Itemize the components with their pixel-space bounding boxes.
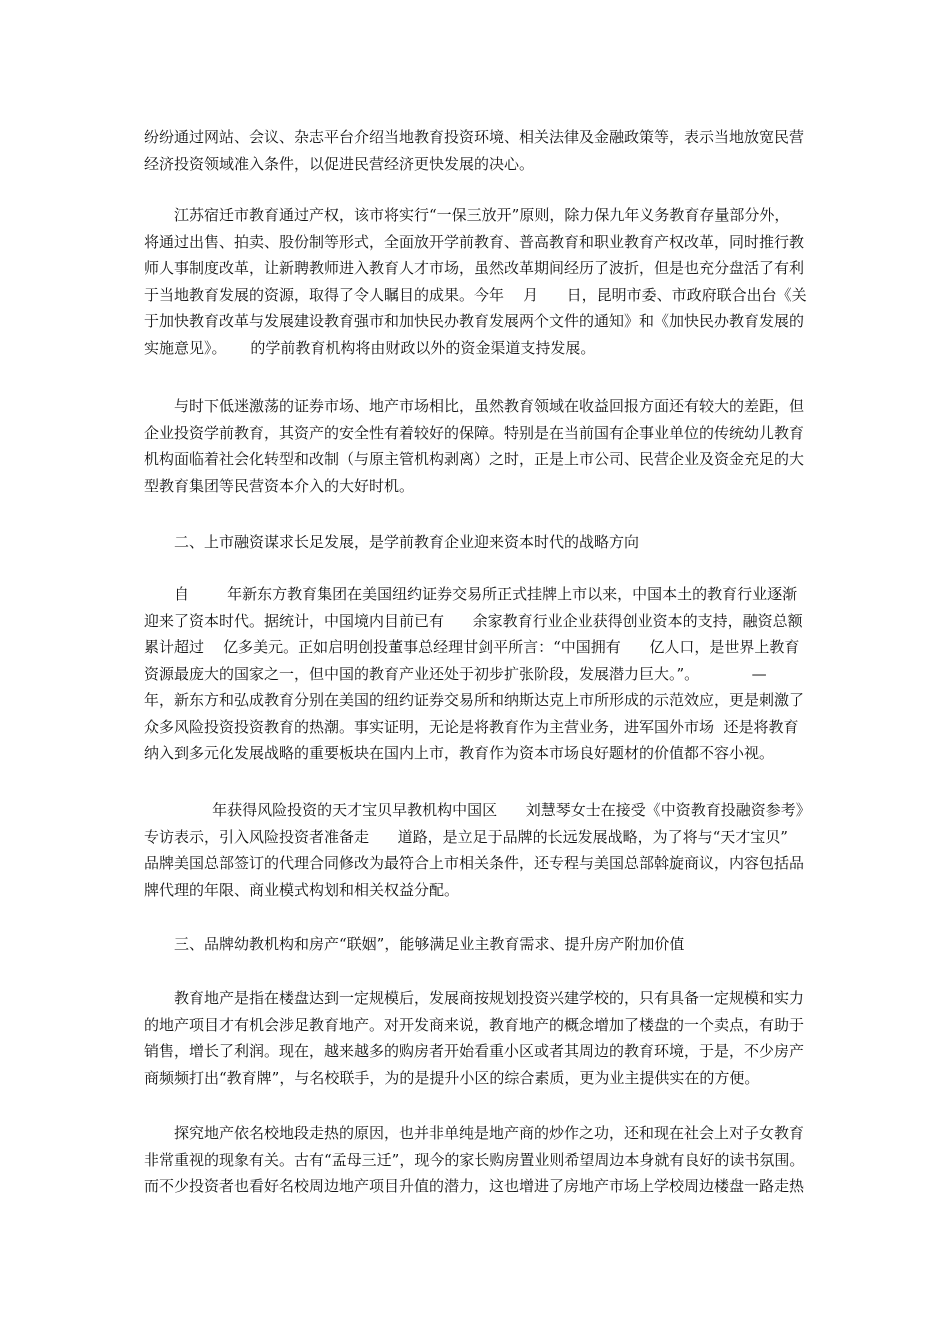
heading-text: 二、上市融资谋求长足发展，是学前教育企业迎来资本时代的战略方向 (174, 533, 640, 551)
text-line: 的地产项目才有机会涉足教育地产。对开发商来说，教育地产的概念增加了楼盘的一个卖点，有助于 (144, 1015, 805, 1034)
paragraph-3 (144, 393, 816, 499)
text-line: 年，新东方和弘成教育分别在美国的纽约证券交易所和纳斯达克上市所形成的示范效应，更是刺激了 (144, 691, 805, 709)
text-line: 企业投资学前教育，其资产的安全性有着较好的保障。特别是在当前国有企事业单位的传统幼儿教育 (144, 423, 805, 442)
text-line: 经济投资领域准入条件，以促进民营经济更快发展的决心。 (144, 154, 535, 173)
text-line: 于加快教育改革与发展建设教育强市和加快民办教育发展两个文件的通知》和《加快民办教育发展的 (144, 312, 805, 330)
section-heading-2 (144, 529, 816, 556)
text-line: 而不少投资者也看好名校周边地产项目升值的潜力，这也增进了房地产市场上学校周边楼盘一路走热 (144, 1177, 805, 1195)
text-line: 实施意见》。 的学前教育机构将由财政以外的资金渠道支持发展。 (144, 338, 596, 357)
text-line: 纷纷通过网站、会议、杂志平台介绍当地教育投资环境、相关法律及金融政策等，表示当地放宽民营 (144, 128, 805, 146)
text-line: 型教育集团等民营资本介入的大好时机。 (144, 476, 415, 495)
text-line: 迎来了资本时代。据统计，中国境内目前已有 余家教育行业企业获得创业资本的支持，融资总额 (144, 611, 803, 630)
text-line: 于当地教育发展的资源，取得了令人瞩目的成果。今年 月 日，昆明市委、市政府联合出台《关 (144, 285, 807, 304)
text-line: 江苏宿迁市教育通过产权，该市将实行“一保三放开”原则，除力保九年义务教育存量部分外， (174, 206, 790, 224)
text-line: 机构面临着社会化转型和改制（与原主管机构剥离）之时，正是上市公司、民营企业及资金充足的大 (144, 450, 805, 468)
paragraph-1 (144, 124, 816, 177)
text-line: 资源最庞大的国家之一，但中国的教育产业还处于初步扩张阶段，发展潜力巨大。”。 — (144, 664, 767, 683)
text-line: 与时下低迷激荡的证券市场、地产市场相比，虽然教育领域在收益回报方面还有较大的差距，但 (174, 397, 805, 415)
text-line: 探究地产依名校地段走热的原因，也并非单纯是地产商的炒作之功，还和现在社会上对子女教育 (174, 1124, 805, 1142)
text-line: 师人事制度改革，让新聘教师进入教育人才市场，虽然改革期间经历了波折，但是也充分盘活了有利 (144, 259, 805, 277)
paragraph-7 (144, 1120, 816, 1200)
section-heading-3 (144, 931, 816, 958)
paragraph-4 (144, 581, 816, 767)
text-line: 纳入到多元化发展战略的重要板块在国内上市，教育作为资本市场良好题材的价值都不容小视。 (144, 744, 775, 762)
text-line: 自 年新东方教育集团在美国纽约证券交易所正式挂牌上市以来，中国本土的教育行业逐渐 (174, 585, 798, 603)
text-line: 牌代理的年限、商业模式构划和相关权益分配。 (144, 880, 460, 899)
text-line: 非常重视的现象有关。古有“孟母三迁”，现今的家长购房置业则希望周边本身就有良好的读书氛围。 (144, 1150, 805, 1169)
text-line: 销售，增长了利润。现在，越来越多的购房者开始看重小区或者其周边的教育环境，于是，不少房产 (144, 1042, 805, 1060)
text-line: 将通过出售、拍卖、股份制等形式，全面放开学前教育、普高教育和职业教育产权改革，同时推行教 (144, 232, 805, 251)
paragraph-5 (144, 797, 816, 903)
text-line: 专访表示，引入风险投资者准备走 道路，是立足于品牌的长远发展战略，为了将与“天才宝贝” (144, 827, 788, 846)
paragraph-6 (144, 985, 816, 1091)
text-line: 累计超过 亿多美元。正如启明创投董事总经理甘剑平所言：“中国拥有 亿人口，是世界上教育 (144, 638, 800, 656)
heading-text: 三、品牌幼教机构和房产“联姻”，能够满足业主教育需求、提升房产附加价值 (174, 935, 685, 953)
text-line: 众多风险投资投资教育的热潮。事实证明，无论是将教育作为主营业务，进军国外市场 还是将教育 (144, 717, 799, 736)
text-line: 年获得风险投资的天才宝贝早教机构中国区 刘慧琴女士在接受《中资教育投融资参考》 (174, 801, 811, 819)
paragraph-2 (144, 202, 816, 361)
text-line: 商频频打出“教育牌”，与名校联手，为的是提升小区的综合素质，更为业主提供实在的方便。 (144, 1068, 760, 1087)
text-line: 教育地产是指在楼盘达到一定规模后，发展商按规划投资兴建学校的，只有具备一定规模和实力 (174, 989, 805, 1007)
text-line: 品牌美国总部签订的代理合同修改为最符合上市相关条件，还专程与美国总部斡旋商议，内容包括品 (144, 854, 805, 872)
